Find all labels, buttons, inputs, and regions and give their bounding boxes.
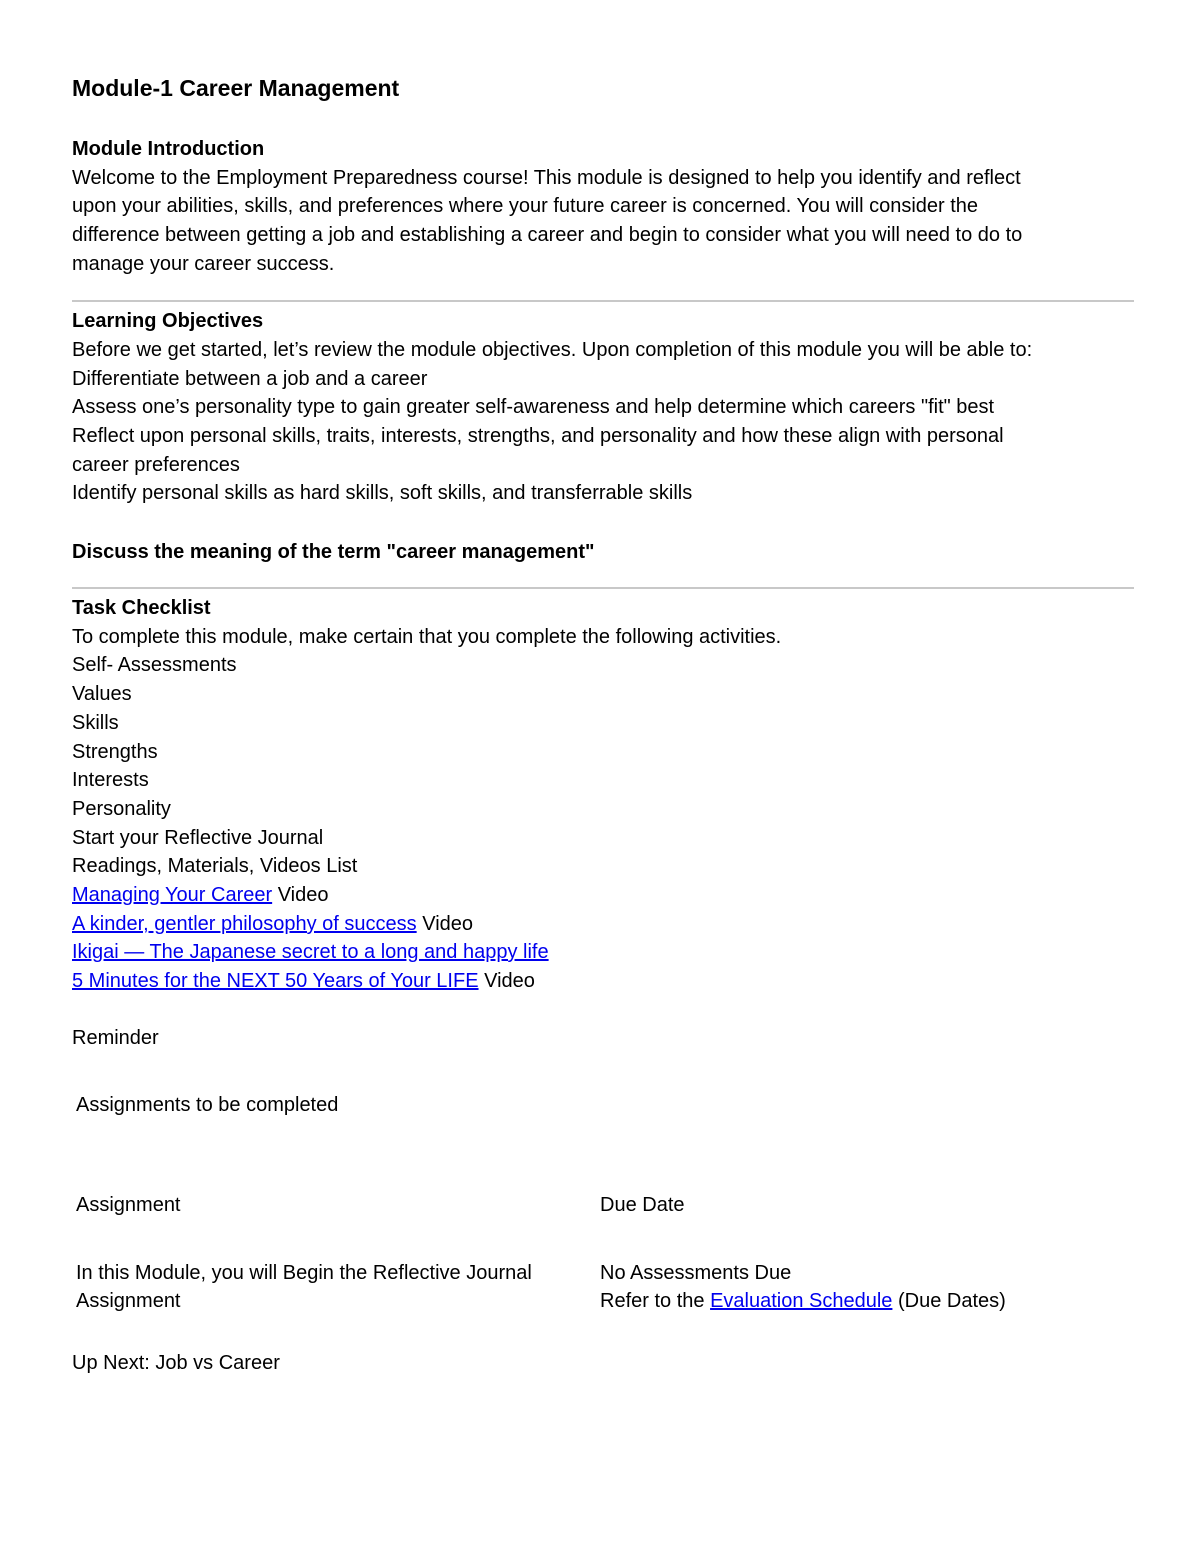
intro-text-line: difference between getting a job and establishing a career and begin to consider what you will need to do to — [72, 224, 1023, 246]
assignments-heading: Assignments to be completed — [76, 1094, 339, 1116]
kinder-gentler-philosophy-link[interactable]: A kinder, gentler philosophy of success — [72, 913, 417, 935]
checklist-heading: Task Checklist — [72, 597, 211, 619]
due-date-column-header: Due Date — [600, 1194, 685, 1216]
checklist-item: Strengths — [72, 741, 158, 763]
resource-line — [72, 938, 549, 967]
assignment-column-header: Assignment — [76, 1194, 181, 1216]
evaluation-schedule-link[interactable]: Evaluation Schedule — [710, 1290, 893, 1312]
due-date-cell: No Assessments Due — [600, 1262, 792, 1284]
intro-text-line: manage your career success. — [72, 253, 335, 275]
objective-item: Assess one’s personality type to gain greater self-awareness and help determine which careers "fit" best — [72, 396, 995, 418]
section-divider — [72, 587, 1134, 589]
checklist-item: Personality — [72, 798, 171, 820]
due-date-prefix: Refer to the — [600, 1290, 711, 1312]
checklist-lead: To complete this module, make certain that you complete the following activities. — [72, 626, 782, 648]
checklist-item: Values — [72, 683, 132, 705]
objectives-heading: Learning Objectives — [72, 310, 264, 332]
discuss-prompt: Discuss the meaning of the term "career management" — [72, 541, 595, 563]
objective-item: Reflect upon personal skills, traits, interests, strengths, and personality and how these align with personal — [72, 425, 1004, 447]
objectives-lead: Before we get started, let’s review the module objectives. Upon completion of this module you will be able to: — [72, 339, 1033, 361]
due-date-suffix: (Due Dates) — [892, 1290, 1006, 1312]
objective-item: Identify personal skills as hard skills, soft skills, and transferrable skills — [72, 482, 693, 504]
assignment-cell: In this Module, you will Begin the Reflective Journal — [76, 1262, 532, 1284]
objective-item: career preferences — [72, 454, 240, 476]
resource-suffix: Video — [416, 913, 474, 935]
resource-suffix: Video — [272, 884, 329, 906]
up-next-label: Up Next: Job vs Career — [72, 1352, 280, 1374]
resource-suffix: Video — [478, 970, 535, 992]
reminder-label: Reminder — [72, 1027, 159, 1049]
five-minutes-next-50-years-link[interactable]: 5 Minutes for the NEXT 50 Years of Your LIFE — [72, 970, 479, 992]
checklist-item: Skills — [72, 712, 119, 734]
managing-your-career-link[interactable]: Managing Your Career — [72, 884, 273, 906]
intro-text-line: upon your abilities, skills, and preferences where your future career is concerned. You will consider the — [72, 195, 979, 217]
checklist-item: Interests — [72, 769, 149, 791]
resource-line — [72, 910, 473, 939]
due-date-cell — [600, 1287, 1006, 1316]
checklist-item: Self- Assessments — [72, 654, 237, 676]
intro-text-line: Welcome to the Employment Preparedness course! This module is designed to help you identify and reflect — [72, 167, 1021, 189]
assignment-cell: Assignment — [76, 1290, 181, 1312]
page-title: Module-1 Career Management — [72, 75, 400, 101]
ikigai-link[interactable]: Ikigai — The Japanese secret to a long and happy life — [72, 941, 549, 963]
checklist-item: Start your Reflective Journal — [72, 827, 324, 849]
resource-line — [72, 881, 329, 910]
intro-heading: Module Introduction — [72, 138, 265, 160]
section-divider — [72, 300, 1134, 302]
checklist-item: Readings, Materials, Videos List — [72, 855, 358, 877]
resource-line — [72, 967, 535, 996]
objective-item: Differentiate between a job and a career — [72, 368, 428, 390]
